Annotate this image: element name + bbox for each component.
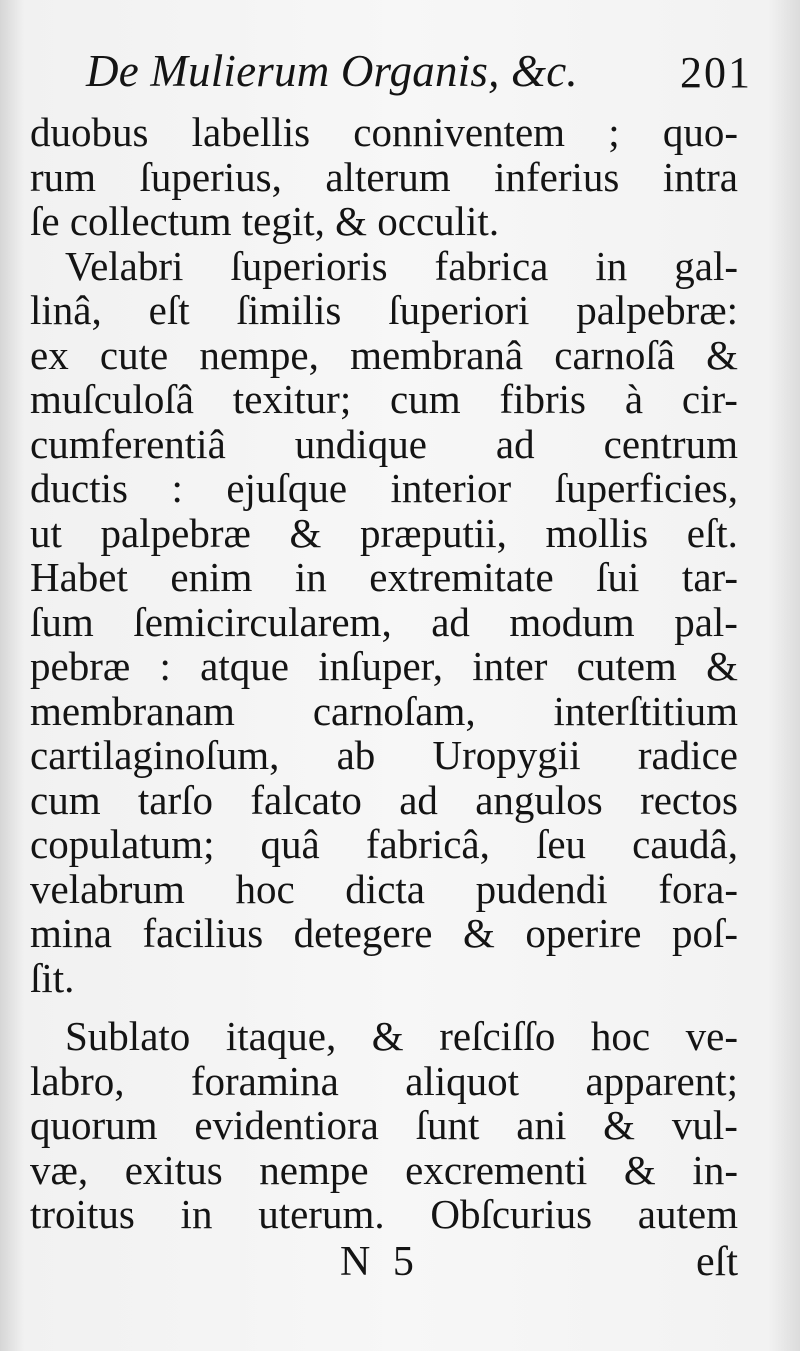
- text-line: cum tarſo falcato ad angulos rectos: [30, 776, 738, 823]
- running-head: [86, 45, 752, 105]
- text-line: Sublato itaque, & reſciſſo hoc ve-: [65, 1013, 738, 1059]
- text-line: ut palpebræ & præputii, mollis eſt.: [30, 509, 738, 556]
- text-line: muſculoſâ texitur; cum fibris à cir-: [30, 376, 738, 422]
- text-line: Velabri ſuperioris fabrica in gal-: [65, 242, 738, 289]
- text-line: pebræ : atque inſuper, inter cutem &: [30, 643, 738, 689]
- text-line: copulatum; quâ fabricâ, ſeu caudâ,: [30, 821, 738, 867]
- text-line: rum ſuperius, alterum inferius intra: [30, 153, 738, 200]
- text-line: linâ, eſt ſimilis ſuperiori palpebræ:: [30, 287, 738, 333]
- text-line: membranam carnoſam, interſtitium: [30, 687, 738, 734]
- signature-mark: N 5: [340, 1239, 420, 1285]
- text-line: mina facilius detegere & operire poſ-: [30, 910, 738, 956]
- text-line: ex cute nempe, membranâ carnoſâ &: [30, 331, 738, 378]
- page-number: 201: [680, 48, 752, 97]
- text-line: duobus labellis conniventem ; quo-: [30, 109, 738, 155]
- running-title: De Mulierum Organis, &c.: [86, 46, 578, 96]
- text-line: ſum ſemicircularem, ad modum pal-: [30, 598, 738, 645]
- text-line: ſe collectum tegit, & occulit.: [30, 198, 500, 244]
- text-line: velabrum hoc dicta pudendi fora-: [30, 865, 738, 912]
- text-line: labro, foramina aliquot apparent;: [30, 1057, 738, 1104]
- text-line: troitus in uterum. Obſcurius autem: [30, 1191, 738, 1237]
- text-line: quorum evidentiora ſunt ani & vul-: [30, 1102, 738, 1148]
- footer-line: [30, 1238, 738, 1288]
- text-line: Habet enim in extremitate ſui tar-: [30, 554, 738, 600]
- text-line: væ, exitus nempe excrementi & in-: [30, 1146, 738, 1193]
- text-line: ſit.: [30, 954, 75, 1001]
- catchword: eſt: [696, 1239, 738, 1285]
- text-line: ductis : ejuſque interior ſuperficies,: [30, 465, 738, 511]
- text-line: cartilaginoſum, ab Uropygii radice: [30, 732, 738, 778]
- body-text: [30, 108, 738, 1235]
- text-line: cumferentiâ undique ad centrum: [30, 420, 738, 467]
